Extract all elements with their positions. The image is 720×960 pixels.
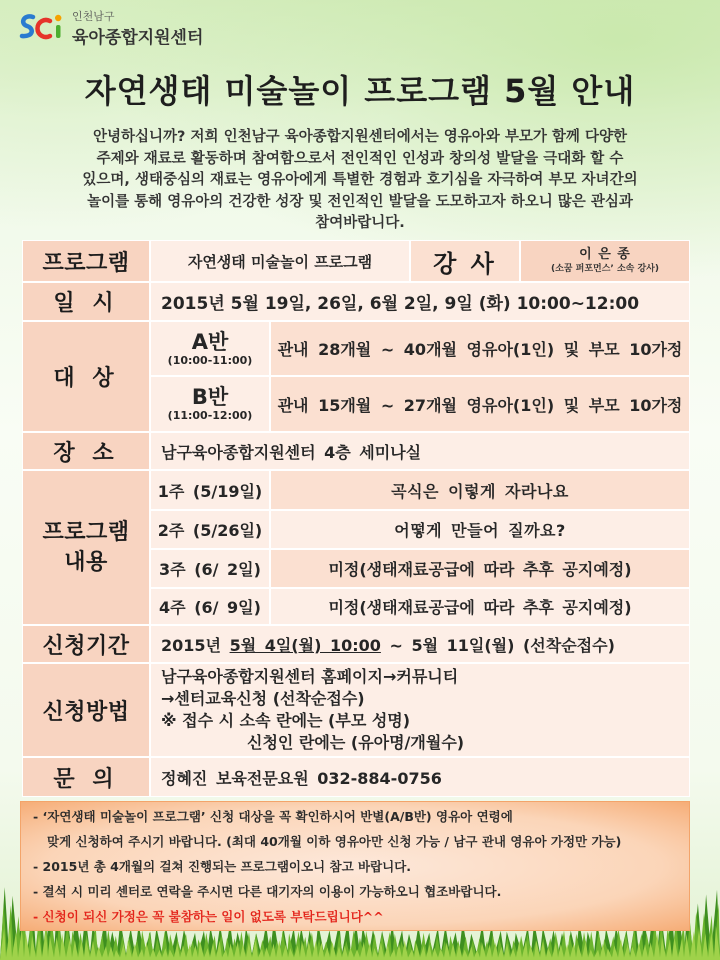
program-name: 자연생태 미술놀이 프로그램	[150, 240, 410, 282]
center-logo-icon	[16, 8, 66, 48]
class-b-cell	[150, 376, 270, 432]
schedule-value: 2015년 5월 19일, 26일, 6월 2일, 9일 (화) 10:00~12:00	[150, 282, 690, 321]
program-label: 프로그램	[22, 240, 150, 282]
session-topic-4: 미정(생태재료공급에 따라 추후 공지예정)	[270, 588, 690, 625]
intro-line: 참여바랍니다.	[315, 215, 405, 231]
intro-line: 안녕하십니까? 저희 인천남구 육아종합지원센터에서는 영유아와 부모가 함께 다양한	[93, 129, 627, 145]
intro-line: 주제와 재료로 활동하며 참여함으로서 전인적인 인성과 창의성 발달을 극대화 할 수	[96, 150, 624, 167]
program-info-table	[22, 240, 690, 797]
notice-item: - ‘자연생태 미술놀이 프로그램’ 신청 대상을 꼭 확인하시어 반별(A/B반) 영유아 연령에	[33, 809, 513, 824]
class-a-name: A반	[191, 329, 229, 354]
method-label: 신청방법	[22, 663, 150, 757]
period-label: 신청기간	[22, 625, 150, 663]
method-line: →센터교육신청 (선착순접수)	[161, 689, 365, 708]
notice-box	[20, 801, 690, 931]
method-line: ※ 접수 시 소속 란에는 (부모 성명)	[161, 711, 411, 730]
session-topic-2: 어떻게 만들어 질까요?	[270, 510, 690, 549]
notice-item: - 2015년 총 4개월의 걸쳐 진행되는 프로그램이오니 참고 바랍니다.	[33, 859, 412, 874]
intro-paragraph	[20, 127, 700, 235]
class-b-name: B반	[191, 385, 229, 409]
instructor-cell	[520, 240, 690, 282]
place-value: 남구육아종합지원센터 4층 세미나실	[150, 432, 690, 470]
session-topic-3: 미정(생태재료공급에 따라 추후 공지예정)	[270, 549, 690, 588]
period-start-prefix: 2015년	[161, 635, 230, 655]
contact-label: 문 의	[22, 757, 150, 797]
session-topic-1: 곡식은 이렇게 자라나요	[270, 470, 690, 510]
class-a-description: 관내 28개월 ~ 40개월 영유아(1인) 및 부모 10가정	[270, 321, 690, 376]
session-week-2: 2주 (5/26일)	[150, 510, 270, 549]
contents-label	[22, 470, 150, 625]
period-end: ~ 5월 11일(월) (선착순접수)	[380, 635, 615, 655]
session-week-1: 1주 (5/19일)	[150, 470, 270, 510]
schedule-label: 일 시	[22, 282, 150, 321]
page-title: 자연생태 미술놀이 프로그램 5월 안내	[84, 72, 636, 110]
center-logo	[16, 6, 220, 48]
contents-label-line: 프로그램	[42, 519, 130, 545]
method-line: 남구육아종합지원센터 홈페이지→커뮤니티	[161, 667, 459, 686]
logo-green-bar	[56, 25, 61, 38]
session-week-3: 3주 (6/ 2일)	[150, 549, 270, 588]
intro-line: 있으며, 생태중심의 재료는 영유아에게 특별한 경험과 호기심을 자극하여 부모 자녀간의	[82, 172, 638, 188]
period-start-datetime: 5월 4일(월) 10:00	[229, 635, 381, 655]
method-line: 신청인 란에는 (유아명/개월수)	[247, 733, 465, 752]
notice-item: - 결석 시 미리 센터로 연락을 주시면 다른 대기자의 이용이 가능하오니 협조바랍니다.	[33, 884, 502, 899]
notice-item-continued: 맞게 신청하여 주시기 바랍니다. (최대 40개월 이하 영유아만 신청 가능 / 남구 관내 영유아 가정만 가능)	[47, 834, 622, 849]
logo-red-arc	[38, 20, 51, 37]
notice-emphasis: - 신청이 되신 가정은 꼭 불참하는 일이 없도록 부탁드립니다^^	[33, 909, 384, 924]
logo-org-name: 육아종합지원센터	[72, 28, 204, 48]
class-a-cell	[150, 321, 270, 376]
place-label: 장 소	[22, 432, 150, 470]
logo-region-text: 인천남구	[72, 10, 115, 23]
period-value	[150, 625, 690, 663]
contents-label-line: 내용	[64, 549, 108, 575]
method-value	[150, 663, 690, 757]
intro-line: 놀이를 통해 영유아의 건강한 성장 및 전인적인 발달을 도모하고자 하오니 많은 관심과	[87, 193, 633, 210]
class-b-time: (11:00-12:00)	[167, 409, 253, 422]
class-b-description: 관내 15개월 ~ 27개월 영유아(1인) 및 부모 10가정	[270, 376, 690, 432]
target-label: 대 상	[22, 321, 150, 432]
logo-orange-dot	[55, 15, 61, 21]
class-a-time: (10:00-11:00)	[167, 353, 253, 367]
instructor-affiliation: (소꿈 퍼포먼스’ 소속 강사)	[551, 264, 659, 274]
instructor-label: 강 사	[410, 240, 520, 282]
instructor-name: 이 은 종	[579, 247, 631, 262]
logo-blue-swirl	[22, 16, 33, 36]
session-week-4: 4주 (6/ 9일)	[150, 588, 270, 625]
contact-value: 정혜진 보육전문요원 032-884-0756	[150, 757, 690, 797]
